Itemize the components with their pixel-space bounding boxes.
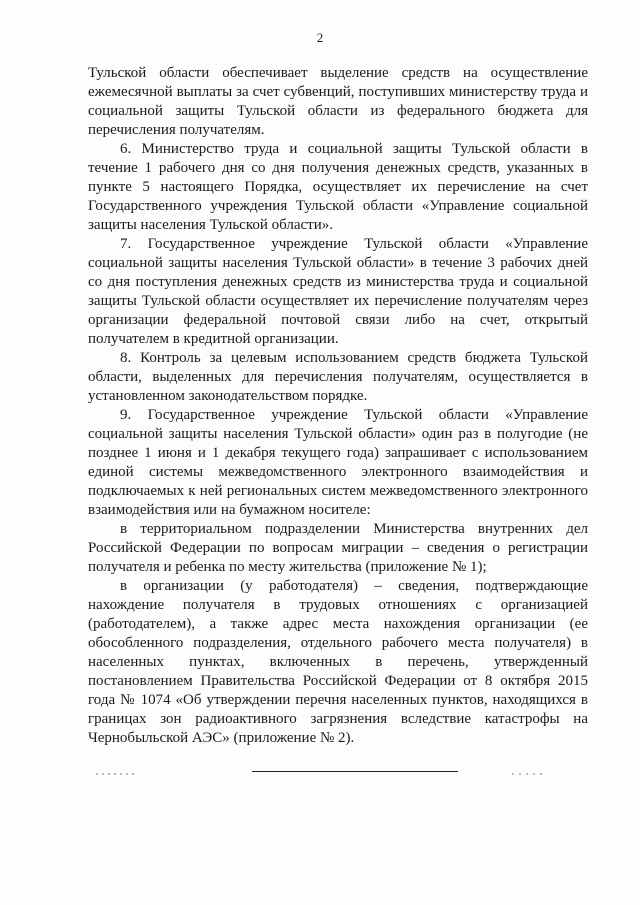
paragraph-item-8: 8. Контроль за целевым использованием средств бюджета Тульской области, выделенных для перечисления получателям, осуществляется в установленном законодательством порядке.: [88, 350, 588, 404]
paragraph-item-6: 6. Министерство труда и социальной защиты Тульской области в течение 1 рабочего дня со дня получения денежных средств, указанных в пункте 5 настоящего Порядка, осуществляет их перечисление на счет Государственного учреждения Тульской области «Управление социальной защиты населения Тульской области».: [88, 141, 588, 233]
page-number: 2: [316, 30, 324, 45]
document-body: [88, 64, 588, 748]
paragraph-item-9: 9. Государственное учреждение Тульской области «Управление социальной защиты населения Тульской области» один раз в полугодие (не позднее 1 июня и 1 декабря текущего года) запрашивает с использованием единой системы межведомственного электронного взаимодействия и подключаемых к ней региональных систем межведомственного электронного взаимодействия или на бумажном носителе:: [88, 407, 588, 518]
end-separator-line: [252, 771, 458, 772]
paragraph-item-7: 7. Государственное учреждение Тульской области «Управление социальной защиты населения Тульской области» в течение 3 рабочих дней со дня поступления денежных средств из министерства труда и социальной защиты Тульской области осуществляет их перечисление получателям через организации федеральной почтовой связи либо на счет, открытый получателем в кредитной организации.: [88, 236, 588, 347]
scan-speck-left: [96, 773, 136, 775]
paragraph-employer-request: в организации (у работодателя) – сведения, подтверждающие нахождение получателя в трудовых отношениях с организацией (работодателем), а также адрес места нахождения организации (ее обособленного подразделения, отдельного рабочего места получателя) в населенных пунктах, включенных в перечень, утвержденный постановлением Правительства Российской Федерации от 8 октября 2015 года № 1074 «Об утверждении перечня населенных пунктов, находящихся в границах зон радиоактивного загрязнения вследствие катастрофы на Чернобыльской АЭС» (приложение № 2).: [88, 578, 588, 746]
paragraph-continuation: Тульской области обеспечивает выделение средств на осуществление ежемесячной выплаты за счет субвенций, поступивших министерству труда и социальной защиты Тульской области из федерального бюджета для перечисления получателям.: [88, 65, 588, 138]
paragraph-mvd-request: в территориальном подразделении Министерства внутренних дел Российской Федерации по вопросам миграции – сведения о регистрации получателя и ребенка по месту жительства (приложение № 1);: [88, 521, 588, 575]
scan-speck-right: [512, 773, 546, 775]
